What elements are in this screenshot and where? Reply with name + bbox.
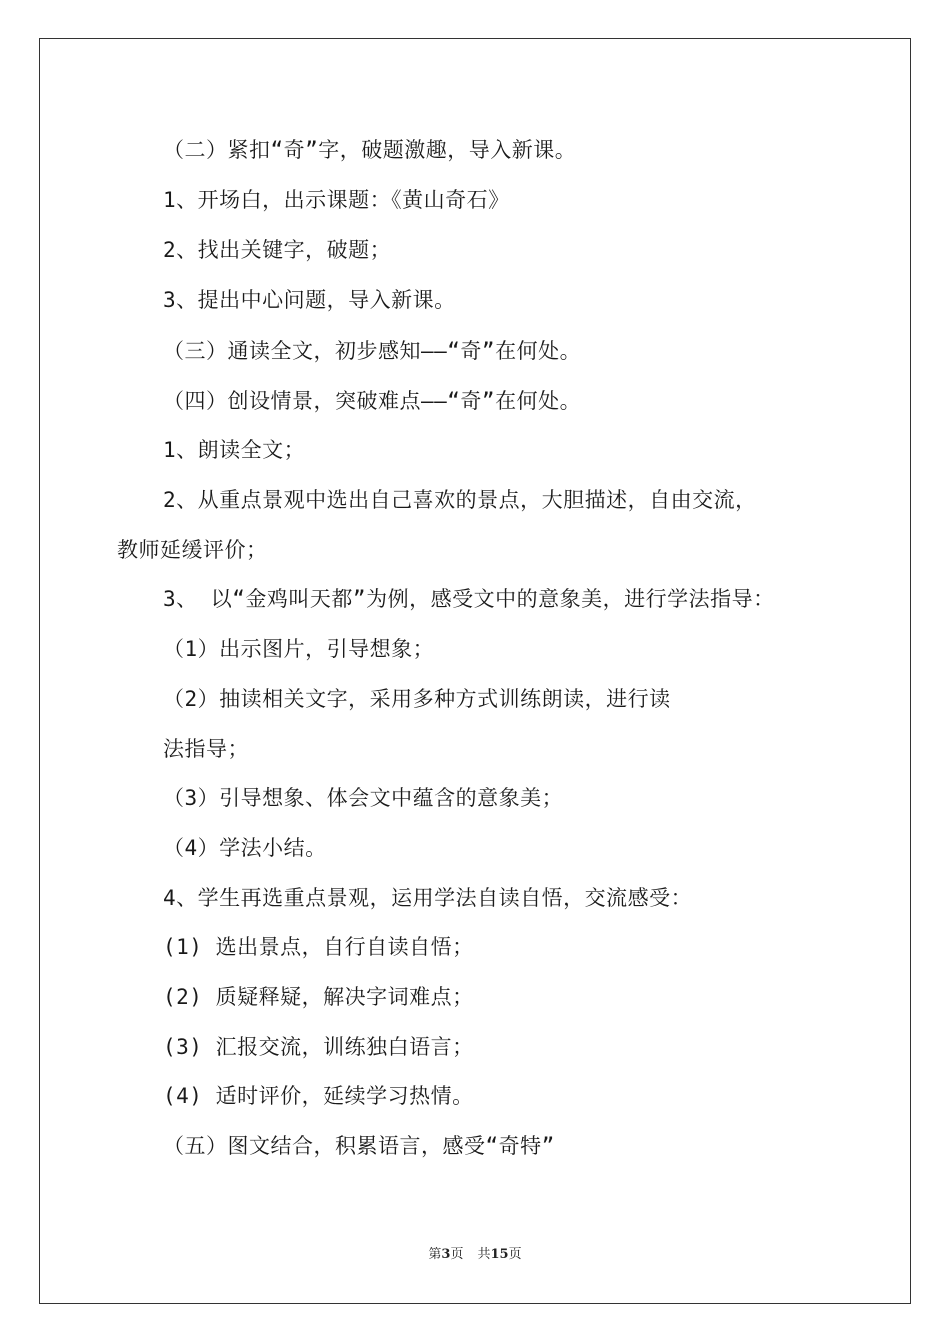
sub-list-item: (3) 汇报交流，训练独白语言； [163,1035,474,1059]
section-heading-2: （二）紧扣“奇”字，破题激趣，导入新课。 [163,138,577,162]
page-number: 第3页 [428,1247,464,1262]
sub-list-item: （2）抽读相关文字，采用多种方式训练朗读，进行读 [163,687,671,711]
list-item: 2、从重点景观中选出自己喜欢的景点，大胆描述，自由交流， [163,488,757,512]
list-item: 4、学生再选重点景观，运用学法自读自悟，交流感受： [163,886,693,910]
sub-list-item: (1) 选出景点，自行自读自悟； [163,935,474,959]
list-item: 2、找出关键字，破题； [163,238,392,262]
list-item: 3、提出中心问题，导入新课。 [163,288,456,312]
section-heading-4: （四）创设情景，突破难点——“奇”在何处。 [163,389,582,413]
sub-list-item: (4) 适时评价，延续学习热情。 [163,1084,474,1108]
sub-list-item: (2) 质疑释疑，解决字词难点； [163,985,474,1009]
sub-list-item: （4）学法小结。 [163,836,327,860]
list-item: 3、 以“金鸡叫天都”为例，感受文中的意象美，进行学法指导： [163,587,775,611]
paragraph-continuation: 教师延缓评价； [117,538,268,562]
page-frame [39,38,911,1304]
section-heading-3: （三）通读全文，初步感知——“奇”在何处。 [163,339,582,363]
page-total: 共15页 [477,1247,522,1262]
page-footer [0,1246,950,1264]
list-item: 1、开场白，出示课题：《黄山奇石》 [163,188,510,212]
paragraph-continuation: 法指导； [163,737,249,761]
sub-list-item: （1）出示图片，引导想象； [163,637,435,661]
list-item: 1、朗读全文； [163,438,306,462]
section-heading-5: （五）图文结合，积累语言，感受“奇特” [163,1134,555,1158]
sub-list-item: （3）引导想象、体会文中蕴含的意象美； [163,786,564,810]
